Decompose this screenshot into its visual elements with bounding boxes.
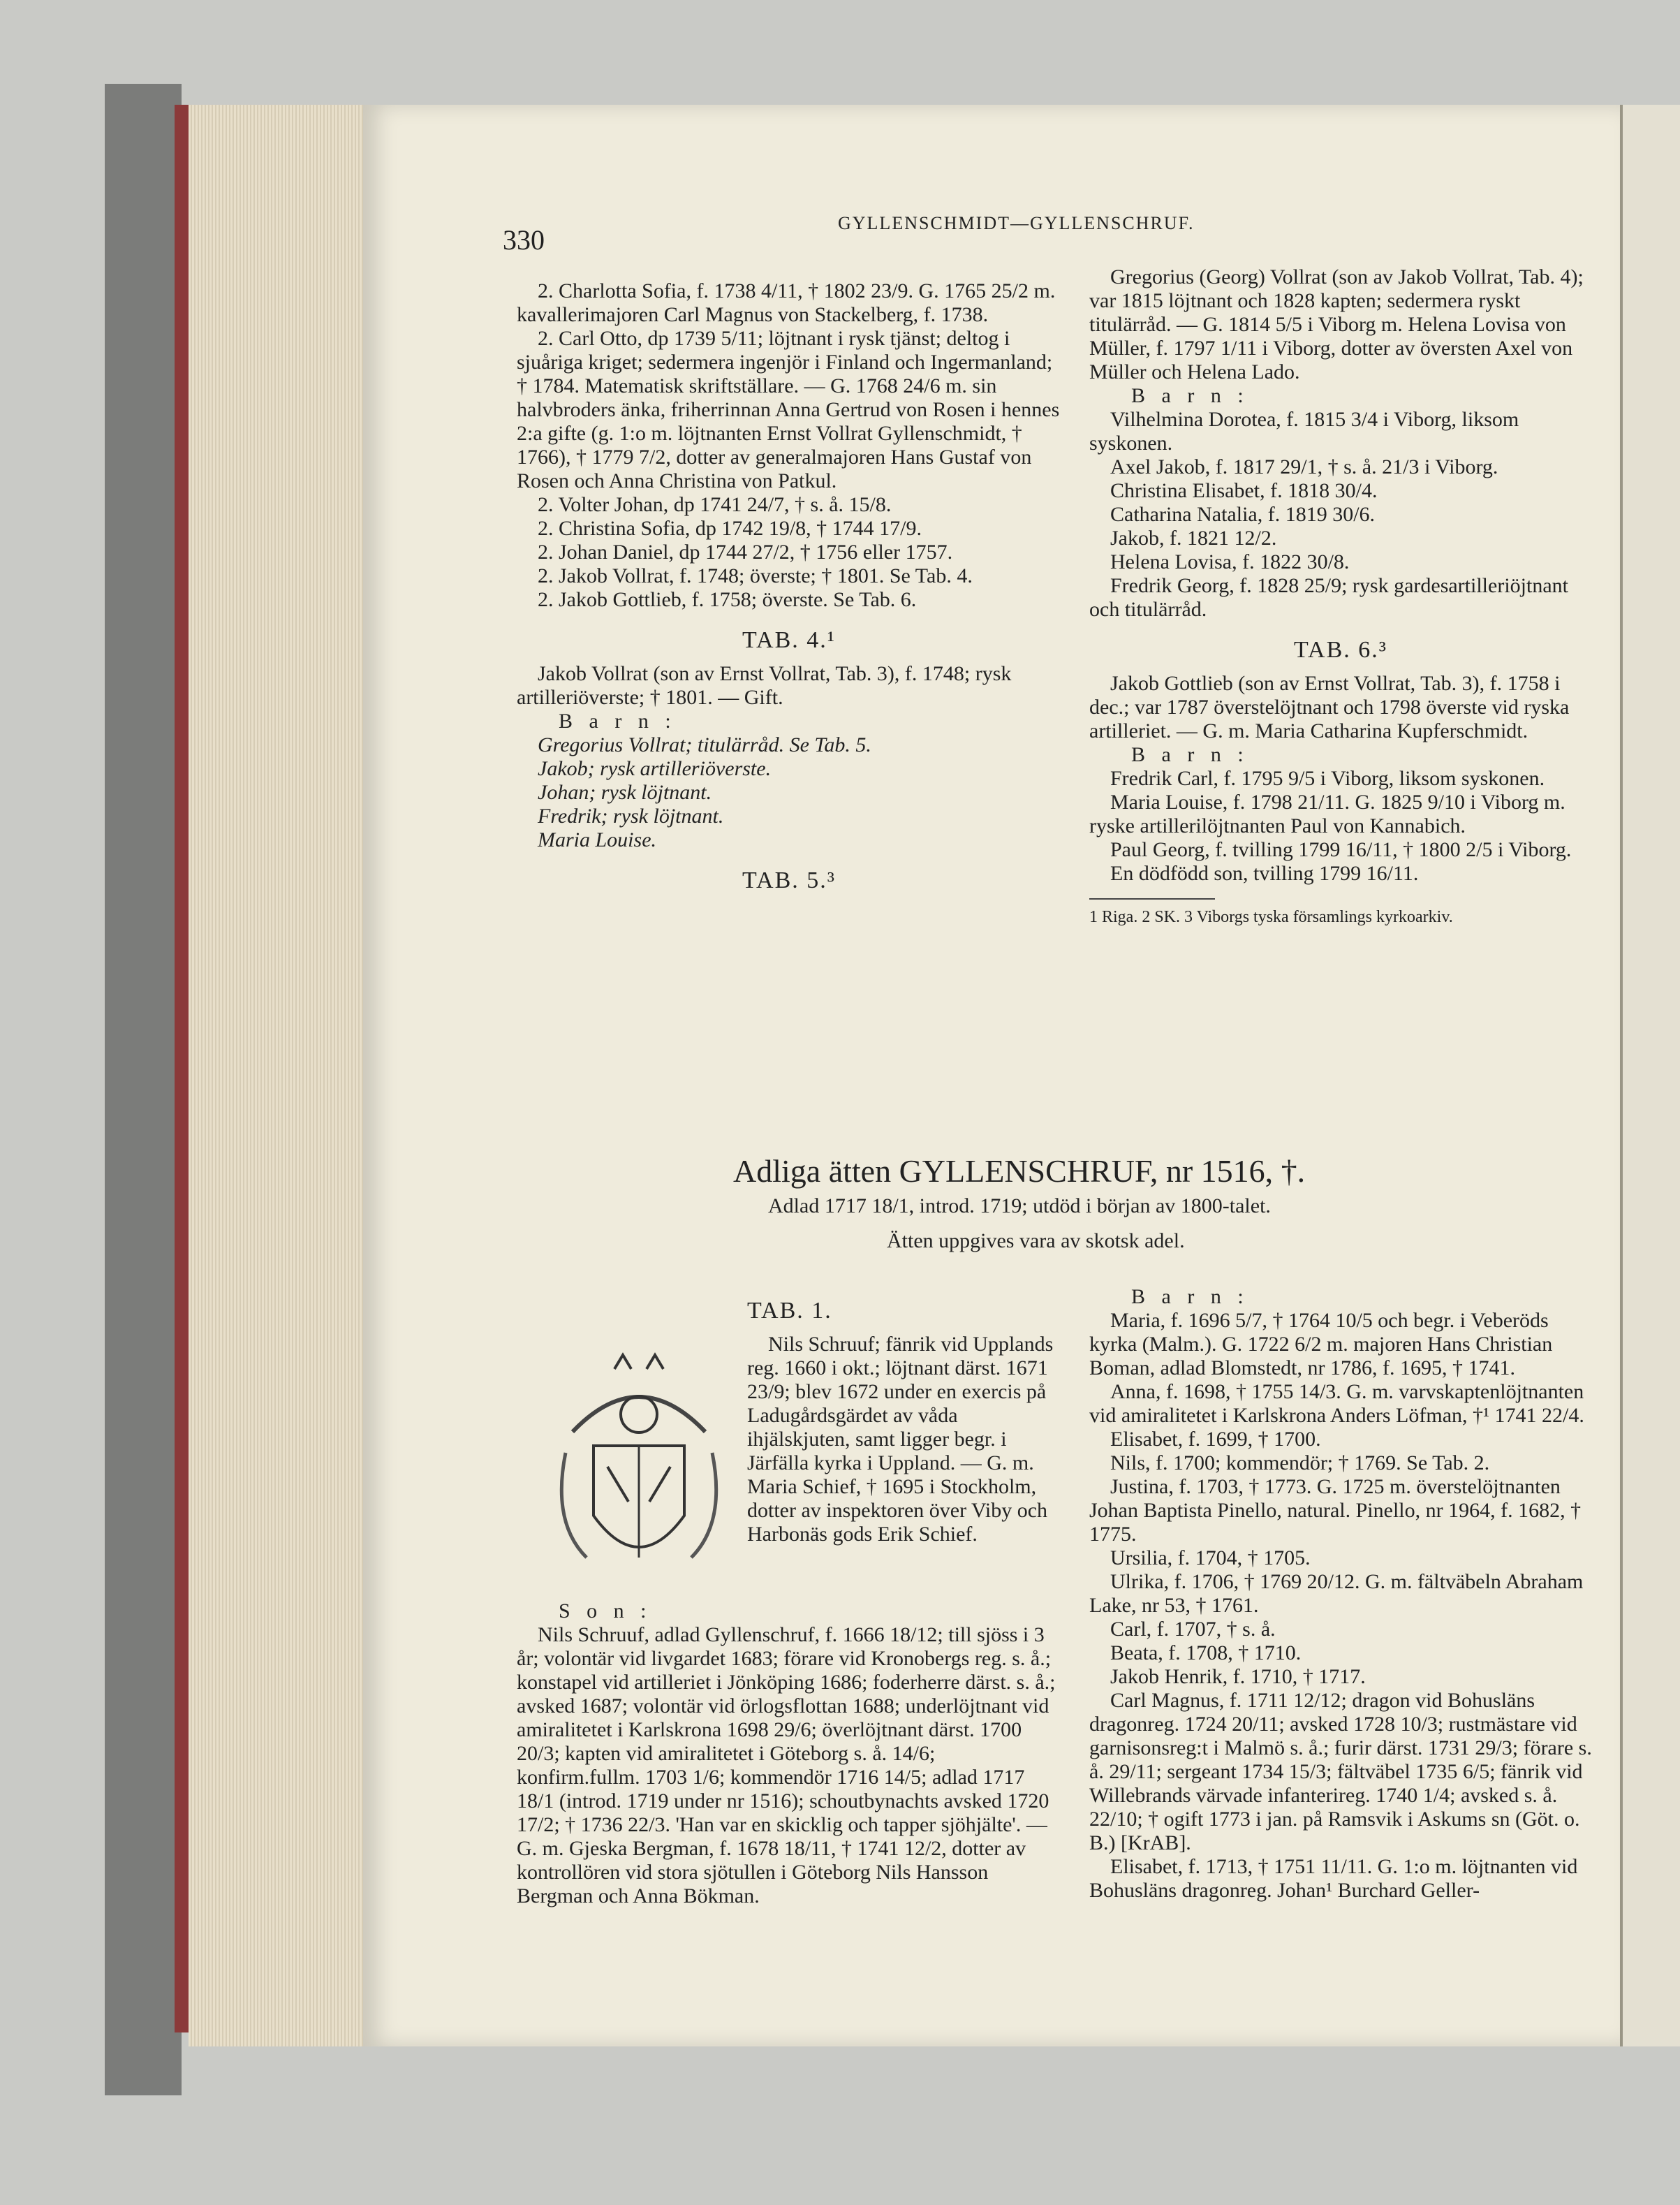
tab6-barn-label: B a r n :: [1131, 743, 1249, 766]
entry: 2. Carl Otto, dp 1739 5/11; löjtnant i rysk tjänst; deltog i sjuåriga kriget; sedermera ingenjör i Finland och Ingermanland; † 1784. Matematisk skriftställare. — G. 1768 24/6 m. sin halvbroders änka, friherrinnan Anna Gertrud von Rosen i hennes 2:a gifte (g. 1:o m. löjtnanten Ernst Vollrat Gyllenschmidt, † 1766), † 1779 7/2, dotter av generalmajoren Hans Gustaf von Rosen och Anna Christina von Patkul.: [517, 327, 1060, 492]
tab5-child: Christina Elisabet, f. 1818 30/4.: [1110, 479, 1378, 502]
tab5-child: Catharina Natalia, f. 1819 30/6.: [1110, 503, 1376, 526]
tab1-child: Beata, f. 1708, † 1710.: [1110, 1641, 1302, 1664]
tab5-child: Axel Jakob, f. 1817 29/1, † s. å. 21/3 i Viborg.: [1110, 455, 1498, 478]
family-ennoblement: Adlad 1717 18/1, introd. 1719; utdöd i början av 1800-talet.: [768, 1194, 1271, 1217]
running-title: GYLLENSCHMIDT—GYLLENSCHRUF.: [838, 213, 1195, 233]
tab1-child: Elisabet, f. 1713, † 1751 11/11. G. 1:o m. löjtnanten vid Bohusläns dragonreg. Johan¹ Burchard Geller-: [1089, 1855, 1578, 1902]
tab6-heading: TAB. 6.³: [1294, 637, 1387, 663]
tab1-child: Ulrika, f. 1706, † 1769 20/12. G. m. fältväbeln Abraham Lake, nr 53, † 1761.: [1089, 1570, 1584, 1617]
family-origin: Ätten uppgives vara av skotsk adel.: [887, 1229, 1185, 1252]
tab4-child: Gregorius Vollrat; titulärråd. Se Tab. 5.: [538, 733, 871, 756]
footnotes: 1 Riga. 2 SK. 3 Viborgs tyska församlings kyrkoarkiv.: [1089, 908, 1453, 926]
tab1-child: Ursilia, f. 1704, † 1705.: [1110, 1546, 1311, 1569]
tab6-child: Fredrik Carl, f. 1795 9/5 i Viborg, liksom syskonen.: [1110, 767, 1545, 790]
tab5-intro: Gregorius (Georg) Vollrat (son av Jakob Vollrat, Tab. 4); var 1815 löjtnant och 1828 kapten; sedermera ryskt titulärråd. — G. 1814 5/5 i Viborg m. Helena Lovisa von Müller, f. 1797 1/11 i Viborg, dotter av översten Axel von Müller och Helena Lado.: [1089, 265, 1584, 383]
tab1-child: Maria, f. 1696 5/7, † 1764 10/5 och begr. i Veberöds kyrka (Malm.). G. 1722 6/2 m. majoren Hans Christian Boman, adlad Blomstedt, nr 1786, f. 1695, † 1741.: [1089, 1309, 1553, 1379]
left-column-top: [517, 279, 1061, 902]
tab1-child: Anna, f. 1698, † 1755 14/3. G. m. varvskaptenlöjtnanten vid amiralitetet i Karlskrona Anders Löfman, †¹ 1741 22/4.: [1089, 1380, 1584, 1427]
tab1-child: Justina, f. 1703, † 1773. G. 1725 m. överstelöjtnanten Johan Baptista Pinello, natural. Pinello, nr 1964, f. 1682, † 1775.: [1089, 1475, 1582, 1546]
tab1-child: Elisabet, f. 1699, † 1700.: [1110, 1428, 1321, 1451]
entry: 2. Christina Sofia, dp 1742 19/8, † 1744 17/9.: [538, 517, 922, 540]
tab1-child: Carl Magnus, f. 1711 12/12; dragon vid Bohusläns dragonreg. 1724 20/11; avsked 1728 10/3; rustmästare vid garnisonsreg:t i Malmö s. å.; furir därst. 1731 29/3; förare s. å. 29/11; sergeant 1734 15/3; fältväbel 1735 6/5; fänrik vid Willebrands värvade infanterireg. 1740 1/4; avsked s. å. 22/10; † ogift 1773 i jan. på Ramsvik i Askums sn (Göt. o. B.) [KrAB].: [1089, 1689, 1592, 1854]
family-title: Adliga ätten GYLLENSCHRUF, nr 1516, †.: [733, 1153, 1306, 1189]
tab4-child: Johan; rysk löjtnant.: [538, 781, 712, 804]
page-edges: [189, 105, 370, 2046]
tab6-child: Paul Georg, f. tvilling 1799 16/11, † 1800 2/5 i Viborg.: [1110, 838, 1572, 861]
entry: 2. Jakob Gottlieb, f. 1758; överste. Se Tab. 6.: [538, 588, 917, 611]
tab4-intro: Jakob Vollrat (son av Ernst Vollrat, Tab. 3), f. 1748; rysk artilleriöverste; † 1801. — Gift.: [517, 662, 1012, 709]
tab4-child: Jakob; rysk artilleriöverste.: [538, 757, 772, 780]
tab1-heading: TAB. 1.: [747, 1298, 832, 1324]
coat-of-arms-image: [545, 1348, 733, 1585]
tab1-intro: Nils Schruuf; fänrik vid Upplands reg. 1660 i okt.; löjtnant därst. 1671 23/9; blev 1672 under en exercis på Ladugårdsgärdet av våda ihjälskjuten, samt ligger begr. i Järfälla kyrka i Uppland. — G. m. Maria Schief, † 1695 i Stockholm, dotter av inspektoren över Viby och Harbonäs gods Erik Schief.: [747, 1333, 1054, 1546]
right-column-top: [1089, 265, 1592, 929]
next-page-edge: [1620, 105, 1680, 2046]
tab6-intro: Jakob Gottlieb (son av Ernst Vollrat, Tab. 3), f. 1758 i dec.; var 1787 överstelöjtnant och 1798 överste vid ryska artilleriet. — G. m. Maria Catharina Kupferschmidt.: [1089, 672, 1570, 742]
tab5-child: Helena Lovisa, f. 1822 30/8.: [1110, 550, 1350, 573]
tab1-son-section: [517, 1599, 1061, 1908]
tab5-child: Vilhelmina Dorotea, f. 1815 3/4 i Viborg, liksom syskonen.: [1089, 408, 1519, 455]
tab5-heading: TAB. 5.³: [742, 867, 836, 893]
page-number: 330: [503, 224, 545, 256]
tab1-left-column: [747, 1299, 1061, 1546]
tab1-child: Jakob Henrik, f. 1710, † 1717.: [1110, 1665, 1366, 1688]
entry: 2. Volter Johan, dp 1741 24/7, † s. å. 15/8.: [538, 493, 892, 516]
tab1-barn-label: B a r n :: [1131, 1285, 1249, 1308]
tab6-child: Maria Louise, f. 1798 21/11. G. 1825 9/10 i Viborg m. ryske artillerilöjtnanten Paul von Kannabich.: [1089, 791, 1565, 837]
binding-strip: [175, 105, 190, 2032]
tab5-child: Fredrik Georg, f. 1828 25/9; rysk gardesartilleriöjtnant och titulärråd.: [1089, 574, 1568, 621]
entry: 2. Jakob Vollrat, f. 1748; överste; † 1801. Se Tab. 4.: [538, 564, 973, 587]
entry: 2. Johan Daniel, dp 1744 27/2, † 1756 eller 1757.: [538, 541, 953, 564]
tab5-child: Jakob, f. 1821 12/2.: [1110, 527, 1277, 550]
footnote-rule: [1089, 898, 1215, 900]
tab1-right-column: [1089, 1285, 1592, 1903]
tab1-child: Nils, f. 1700; kommendör; † 1769. Se Tab. 2.: [1110, 1451, 1490, 1474]
tab5-barn-label: B a r n :: [1131, 384, 1249, 407]
tab4-child: Maria Louise.: [538, 828, 657, 851]
tab1-son-text: Nils Schruuf, adlad Gyllenschruf, f. 1666 18/12; till sjöss i 3 år; volontär vid livgardet 1683; förare vid Kronobergs reg. s. å.; konstapel vid artilleriet i Jönköping 1686; foderherre därst. s. å.; avsked 1687; volontär vid örlogsflottan 1688; underlöjtnant vid amiralitetet i Karlskrona 1698 29/6; överlöjtnant därst. 1700 20/3; kapten vid amiralitetet i Göteborg s. å. 14/6; konfirm.fullm. 1703 1/6; kommendör 1716 14/5; adlad 1717 18/1 (introd. 1719 under nr 1516); schoutbynachts avsked 1720 17/2; † 1736 22/3. 'Han var en skicklig och tapper sjöhjälte'. — G. m. Gjeska Bergman, f. 1678 18/11, † 1741 12/2, dotter av kontrollören vid stora sjötullen i Göteborg Nils Hansson Bergman och Anna Bökman.: [517, 1623, 1056, 1907]
tab1-child: Carl, f. 1707, † s. å.: [1110, 1618, 1276, 1641]
tab4-barn-label: B a r n :: [559, 710, 677, 733]
tab4-child: Fredrik; rysk löjtnant.: [538, 805, 724, 828]
book-spine: [105, 84, 182, 2095]
tab6-child: En dödfödd son, tvilling 1799 16/11.: [1110, 862, 1419, 885]
tab4-heading: TAB. 4.¹: [742, 627, 836, 653]
entry: 2. Charlotta Sofia, f. 1738 4/11, † 1802 23/9. G. 1765 25/2 m. kavallerimajoren Carl Magnus von Stackelberg, f. 1738.: [517, 279, 1056, 326]
tab1-son-label: S o n :: [559, 1599, 652, 1622]
